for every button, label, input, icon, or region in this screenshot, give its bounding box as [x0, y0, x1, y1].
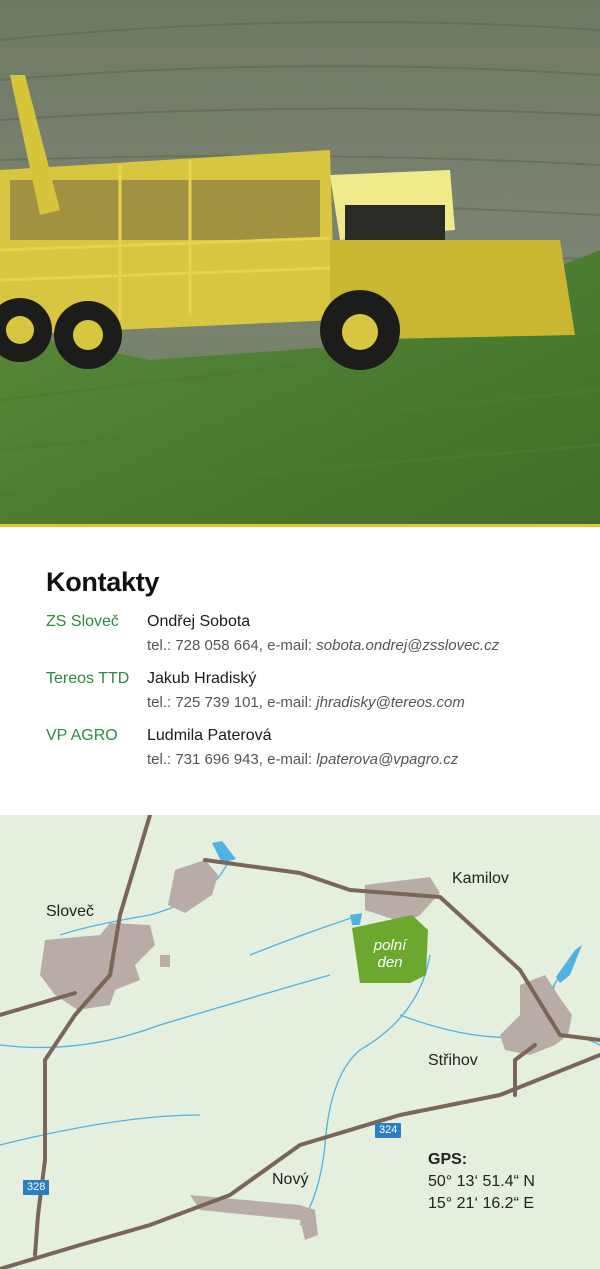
contact-phone: tel.: 728 058 664, e-mail: sobota.ondrej@zsslovec.cz: [147, 637, 500, 654]
town-label-slovec: Sloveč: [46, 903, 95, 920]
town-label-strihov: Střihov: [428, 1052, 478, 1069]
gps-title: GPS:: [428, 1151, 468, 1168]
town-label-novy: Nový: [272, 1171, 309, 1188]
town-label-kamilov: Kamilov: [452, 870, 509, 887]
contact-organization: ZS Sloveč: [46, 613, 119, 630]
contact-email[interactable]: lpaterova@vpagro.cz: [316, 751, 459, 768]
contact-organization: VP AGRO: [46, 727, 118, 744]
contact-email[interactable]: sobota.ondrej@zsslovec.cz: [316, 637, 500, 654]
contact-name: Ondřej Sobota: [147, 613, 251, 630]
contact-name: Jakub Hradiský: [147, 670, 257, 687]
gps-latitude: 50° 13‘ 51.4“ N: [428, 1173, 535, 1190]
field-label[interactable]: polní den: [373, 937, 407, 971]
contact-name: Ludmila Paterová: [147, 727, 272, 744]
contact-phone: tel.: 731 696 943, e-mail: lpaterova@vpagro.cz: [147, 751, 459, 768]
gps-longitude: 15° 21‘ 16.2“ E: [428, 1195, 535, 1212]
gps-coordinates: [428, 1149, 535, 1215]
contact-phone: tel.: 725 739 101, e-mail: jhradisky@tereos.com: [147, 694, 465, 711]
contact-email[interactable]: jhradisky@tereos.com: [316, 694, 465, 711]
contacts-title: Kontakty: [46, 567, 160, 597]
contacts-section: [0, 527, 600, 815]
location-map[interactable]: [0, 815, 600, 1269]
road-number-328: 328: [23, 1180, 49, 1195]
harvester-photo: [0, 0, 600, 524]
road-number-324: 324: [375, 1123, 401, 1138]
contact-organization: Tereos TTD: [46, 670, 130, 687]
